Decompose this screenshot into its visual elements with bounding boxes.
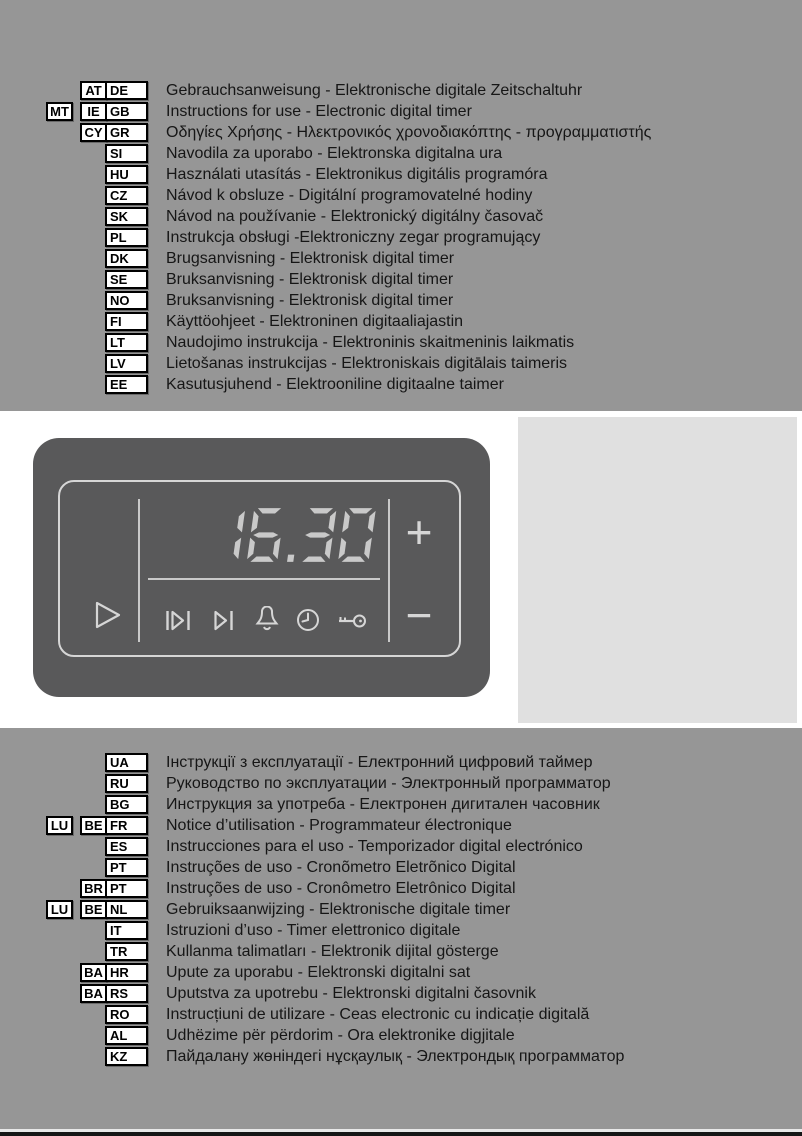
- language-row: [0, 878, 802, 899]
- language-title: Notice d’utilisation - Programmateur électronique: [166, 816, 512, 834]
- language-codes: [0, 144, 148, 163]
- language-codes: [0, 963, 148, 982]
- language-code-lt: LT: [105, 333, 148, 352]
- language-code-group: [80, 123, 148, 142]
- language-title: Пайдалану жөніндегі нұсқаулық - Электрондық программатор: [166, 1047, 625, 1065]
- language-code-group: [105, 795, 148, 814]
- language-code-al: AL: [105, 1026, 148, 1045]
- language-code-group: [105, 354, 148, 373]
- language-code-fr: FR: [105, 816, 148, 835]
- language-row: [0, 920, 802, 941]
- language-title: Uputstva za upotrebu - Elektronski digitalni časovnik: [166, 984, 536, 1002]
- language-title: Bruksanvisning - Elektronisk digital timer: [166, 270, 454, 288]
- language-code-group: [105, 270, 148, 289]
- language-row: [0, 899, 802, 920]
- language-code-group: [105, 165, 148, 184]
- language-row: [0, 773, 802, 794]
- language-code-pl: PL: [105, 228, 148, 247]
- language-code-se: SE: [105, 270, 148, 289]
- language-codes: [0, 186, 148, 205]
- language-code-group: [105, 774, 148, 793]
- language-row: [0, 164, 802, 185]
- language-title: Udhëzime për përdorim - Ora elektronike digjitale: [166, 1026, 515, 1044]
- language-row: [0, 311, 802, 332]
- language-codes: [0, 795, 148, 814]
- language-list-bottom: [0, 728, 802, 1129]
- product-image-band: [0, 411, 802, 728]
- language-title: Brugsanvisning - Elektronisk digital timer: [166, 249, 455, 267]
- language-title: Instrukcja obsługi -Elektroniczny zegar programujący: [166, 228, 541, 246]
- language-title: Használati utasítás - Elektronikus digitális programóra: [166, 165, 548, 183]
- language-code-dk: DK: [105, 249, 148, 268]
- language-code-kz: KZ: [105, 1047, 148, 1066]
- language-title: Οδηγίες Χρήσης - Ηλεκτρονικός χρονοδιακόπτης - προγραμματιστής: [166, 123, 652, 141]
- language-codes: [0, 354, 148, 373]
- language-row: [0, 185, 802, 206]
- language-title: Upute za uporabu - Elektronski digitalni sat: [166, 963, 471, 981]
- language-codes: [0, 81, 148, 100]
- key-icon: [337, 613, 367, 629]
- language-codes: [0, 1047, 148, 1066]
- language-codes: [0, 1005, 148, 1024]
- language-code-cz: CZ: [105, 186, 148, 205]
- language-row: [0, 374, 802, 395]
- language-code-group: [80, 900, 148, 919]
- language-row: [0, 143, 802, 164]
- language-code-lu: LU: [46, 900, 73, 919]
- language-row: [0, 836, 802, 857]
- language-code-group: [105, 921, 148, 940]
- language-codes: [0, 900, 148, 919]
- language-row: [0, 290, 802, 311]
- language-list-top: [0, 0, 802, 411]
- language-codes: [0, 123, 148, 142]
- language-row: [0, 1004, 802, 1025]
- minus-button: −: [405, 589, 433, 641]
- language-code-hr: HR: [105, 963, 148, 982]
- language-code-sk: SK: [105, 207, 148, 226]
- language-codes: [0, 165, 148, 184]
- language-title: Kasutusjuhend - Elektrooniline digitaalne taimer: [166, 375, 504, 393]
- language-code-group: [80, 81, 148, 100]
- language-code-group: [105, 1047, 148, 1066]
- language-row: [0, 1046, 802, 1067]
- language-row: [0, 80, 802, 101]
- language-code-group: [105, 207, 148, 226]
- language-row: [0, 227, 802, 248]
- language-code-lv: LV: [105, 354, 148, 373]
- language-code-at: AT: [80, 81, 107, 100]
- language-title: Bruksanvisning - Elektronisk digital timer: [166, 291, 454, 309]
- language-code-pt: PT: [105, 858, 148, 877]
- language-code-group: [105, 375, 148, 394]
- language-code-ro: RO: [105, 1005, 148, 1024]
- language-rows-top: [0, 80, 802, 395]
- language-codes: [0, 753, 148, 772]
- language-code-group: [105, 1005, 148, 1024]
- language-title: Návod na používanie - Elektronický digitálny časovač: [166, 207, 544, 225]
- language-codes: [0, 270, 148, 289]
- language-code-gr: GR: [105, 123, 148, 142]
- language-title: Návod k obsluze - Digitální programovatelné hodiny: [166, 186, 533, 204]
- language-row: [0, 794, 802, 815]
- language-code-group: [105, 291, 148, 310]
- language-title: Руководство по эксплуатации - Электронный программатор: [166, 774, 611, 792]
- language-code-de: DE: [105, 81, 148, 100]
- language-title: Kullanma talimatları - Elektronik dijital gösterge: [166, 942, 499, 960]
- language-code-group: [105, 312, 148, 331]
- language-code-lu: LU: [46, 816, 73, 835]
- language-title: Gebrauchsanweisung - Elektronische digitale Zeitschaltuhr: [166, 81, 583, 99]
- language-title: Lietošanas instrukcijas - Elektroniskais digitālais taimeris: [166, 354, 568, 372]
- language-code-be: BE: [80, 816, 107, 835]
- language-codes: [0, 375, 148, 394]
- language-code-group: [80, 816, 148, 835]
- language-codes: [0, 837, 148, 856]
- language-codes: [0, 774, 148, 793]
- language-codes: [0, 816, 148, 835]
- language-title: Käyttöohjeet - Elektroninen digitaaliajastin: [166, 312, 464, 330]
- display-underline: [148, 578, 380, 580]
- language-codes: [0, 333, 148, 352]
- language-code-gb: GB: [105, 102, 148, 121]
- language-code-group: [105, 1026, 148, 1045]
- language-code-group: [80, 102, 148, 121]
- language-code-group: [105, 144, 148, 163]
- clock-icon: [296, 608, 320, 632]
- side-panel-placeholder: [518, 417, 797, 723]
- language-row: [0, 122, 802, 143]
- language-row: [0, 962, 802, 983]
- language-code-ba: BA: [80, 963, 107, 982]
- language-code-group: [46, 816, 73, 835]
- language-row: [0, 353, 802, 374]
- language-row: [0, 269, 802, 290]
- language-code-group: [105, 942, 148, 961]
- language-code-tr: TR: [105, 942, 148, 961]
- language-row: [0, 752, 802, 773]
- language-row: [0, 983, 802, 1004]
- language-code-si: SI: [105, 144, 148, 163]
- language-codes: [0, 102, 148, 121]
- language-row: [0, 101, 802, 122]
- timer-device-image: [33, 438, 490, 697]
- language-code-no: NO: [105, 291, 148, 310]
- language-code-br: BR: [80, 879, 107, 898]
- language-title: Інструкції з експлуатації - Електронний цифровий таймер: [166, 753, 593, 771]
- language-code-ba: BA: [80, 984, 107, 1003]
- start-icon: [92, 599, 124, 631]
- footer-bar: [0, 1132, 802, 1136]
- language-codes: [0, 858, 148, 877]
- language-code-hu: HU: [105, 165, 148, 184]
- language-row: [0, 248, 802, 269]
- language-code-group: [80, 963, 148, 982]
- plus-button: +: [405, 506, 433, 558]
- language-title: Instruções de uso - Cronõmetro Eletrõnico Digital: [166, 858, 516, 876]
- language-code-mt: MT: [46, 102, 73, 121]
- language-title: Navodila za uporabo - Elektronska digitalna ura: [166, 144, 503, 162]
- language-code-fi: FI: [105, 312, 148, 331]
- alarm-bell-icon: [254, 606, 280, 633]
- language-title: Instruções de uso - Cronômetro Eletrônico Digital: [166, 879, 516, 897]
- language-code-group: [80, 879, 148, 898]
- language-row: [0, 1025, 802, 1046]
- language-title: Instrucciones para el uso - Temporizador digital electrónico: [166, 837, 583, 855]
- language-code-group: [46, 900, 73, 919]
- language-code-cy: CY: [80, 123, 107, 142]
- language-code-group: [105, 249, 148, 268]
- language-code-es: ES: [105, 837, 148, 856]
- language-title: Instructions for use - Electronic digital timer: [166, 102, 472, 120]
- language-title: Naudojimo instrukcija - Elektroninis skaitmeninis laikmatis: [166, 333, 575, 351]
- language-codes: [0, 1026, 148, 1045]
- language-title: Инструкция за употреба - Електронен дигитален часовник: [166, 795, 600, 813]
- language-title: Istruzioni d’uso - Timer elettronico digitale: [166, 921, 461, 939]
- language-codes: [0, 942, 148, 961]
- language-title: Gebruiksaanwijzing - Elektronische digitale timer: [166, 900, 511, 918]
- language-title: Instrucțiuni de utilizare - Ceas electronic cu indicație digitală: [166, 1005, 590, 1023]
- timer-front-panel: [58, 480, 461, 657]
- language-codes: [0, 921, 148, 940]
- language-code-group: [105, 753, 148, 772]
- language-row: [0, 332, 802, 353]
- skip-start-end-icon: [165, 609, 191, 632]
- language-code-bg: BG: [105, 795, 148, 814]
- language-code-group: [80, 984, 148, 1003]
- language-codes: [0, 228, 148, 247]
- time-display: [206, 504, 376, 566]
- language-codes: [0, 207, 148, 226]
- language-code-group: [105, 837, 148, 856]
- language-code-ua: UA: [105, 753, 148, 772]
- language-code-be: BE: [80, 900, 107, 919]
- language-code-ie: IE: [80, 102, 107, 121]
- language-row: [0, 857, 802, 878]
- language-row: [0, 815, 802, 836]
- language-codes: [0, 291, 148, 310]
- language-code-group: [105, 228, 148, 247]
- language-code-it: IT: [105, 921, 148, 940]
- language-code-group: [105, 333, 148, 352]
- language-code-nl: NL: [105, 900, 148, 919]
- language-row: [0, 941, 802, 962]
- language-code-ee: EE: [105, 375, 148, 394]
- panel-divider-left: [138, 499, 140, 642]
- skip-end-icon: [213, 609, 234, 632]
- language-codes: [0, 249, 148, 268]
- language-code-ru: RU: [105, 774, 148, 793]
- language-code-rs: RS: [105, 984, 148, 1003]
- language-code-group: [105, 858, 148, 877]
- language-codes: [0, 984, 148, 1003]
- language-code-group: [105, 186, 148, 205]
- language-codes: [0, 879, 148, 898]
- language-row: [0, 206, 802, 227]
- language-rows-bottom: [0, 752, 802, 1067]
- language-codes: [0, 312, 148, 331]
- panel-divider-right: [388, 499, 390, 642]
- language-code-pt: PT: [105, 879, 148, 898]
- language-code-group: [46, 102, 73, 121]
